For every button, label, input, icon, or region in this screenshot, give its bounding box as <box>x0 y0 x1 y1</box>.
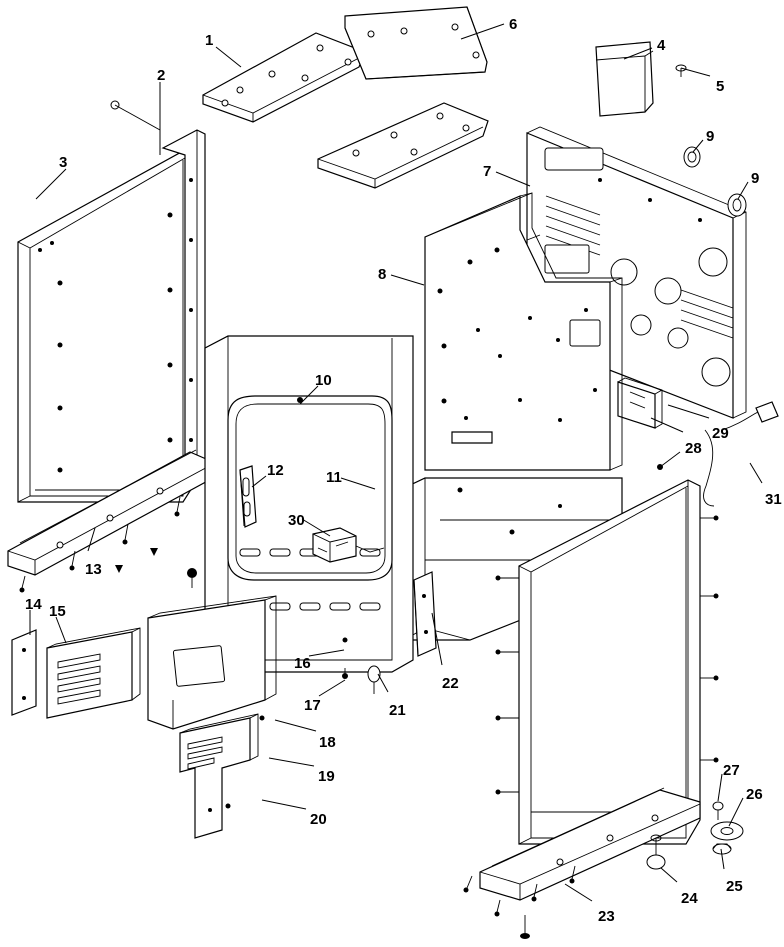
callout-number-22: 22 <box>442 675 459 692</box>
part-18-access-panel <box>148 596 276 729</box>
leader-line-19 <box>269 758 314 766</box>
leader-line-24 <box>661 868 677 882</box>
part-19-lower-vent <box>180 714 258 838</box>
callout-number-3: 3 <box>59 154 68 171</box>
callout-number-7: 7 <box>483 163 492 180</box>
callout-number-29: 29 <box>712 425 729 442</box>
part-9-grommet-upper <box>684 147 700 167</box>
callout-number-14: 14 <box>25 596 42 613</box>
callout-number-1: 1 <box>205 32 214 49</box>
callout-number-8: 8 <box>378 266 387 283</box>
callout-number-25: 25 <box>726 878 743 895</box>
callout-number-16: 16 <box>294 655 311 672</box>
callout-number-9b: 9 <box>751 170 760 187</box>
callout-number-18: 18 <box>319 734 336 751</box>
callout-number-26: 26 <box>746 786 763 803</box>
part-3-left-side-panel <box>18 150 197 502</box>
leader-line-31 <box>750 463 762 483</box>
leader-line-17 <box>319 680 345 696</box>
leader-line-7 <box>496 172 530 186</box>
leader-line-29 <box>668 405 709 418</box>
callout-number-5: 5 <box>716 78 725 95</box>
part-14-small-plate <box>12 630 36 715</box>
part-26-washer <box>711 822 743 840</box>
leader-line-8 <box>391 275 424 285</box>
leader-line-15 <box>56 617 66 643</box>
part-2-fastener <box>111 101 160 130</box>
callout-number-11: 11 <box>326 469 342 486</box>
callout-number-12: 12 <box>267 462 284 479</box>
part-1-top-bracket <box>203 33 365 122</box>
callout-number-31: 31 <box>765 491 782 508</box>
callout-number-10: 10 <box>315 372 332 389</box>
leader-line-3 <box>36 169 66 199</box>
part-21-screw <box>368 666 380 694</box>
callout-number-24: 24 <box>681 890 698 907</box>
callout-number-2: 2 <box>157 67 166 84</box>
part-27-screw <box>713 802 723 820</box>
part-9-grommet-lower <box>728 194 746 216</box>
part-5-screw <box>676 65 686 77</box>
callout-number-9: 9 <box>706 128 715 145</box>
leader-line-26 <box>729 798 743 826</box>
leader-line-23 <box>565 884 592 901</box>
part-30-wiring-box <box>313 528 356 562</box>
leader-line-21 <box>378 674 388 692</box>
leader-line-1 <box>216 47 241 67</box>
part-15-vent-panel <box>47 628 140 718</box>
leader-line-18 <box>275 720 316 731</box>
callout-number-17: 17 <box>304 697 321 714</box>
callout-number-13: 13 <box>85 561 102 578</box>
callout-number-4: 4 <box>657 37 666 54</box>
callout-number-23: 23 <box>598 908 615 925</box>
leader-line-28 <box>651 418 683 432</box>
callout-number-28: 28 <box>685 440 702 457</box>
callout-number-15: 15 <box>49 603 66 620</box>
callout-number-27: 27 <box>723 762 740 779</box>
leader-line-5 <box>681 68 710 76</box>
callout-number-19: 19 <box>318 768 335 785</box>
part-4-cover-plate <box>596 42 653 116</box>
part-16-screw <box>187 568 197 588</box>
leader-line-20 <box>262 800 306 809</box>
part-second-rail <box>318 103 488 188</box>
callout-number-21: 21 <box>389 702 406 719</box>
callout-number-30: 30 <box>288 512 305 529</box>
leader-line-27 <box>718 774 722 801</box>
callout-number-6: 6 <box>509 16 518 33</box>
part-6-top-bracket <box>345 7 487 79</box>
callout-number-20: 20 <box>310 811 327 828</box>
